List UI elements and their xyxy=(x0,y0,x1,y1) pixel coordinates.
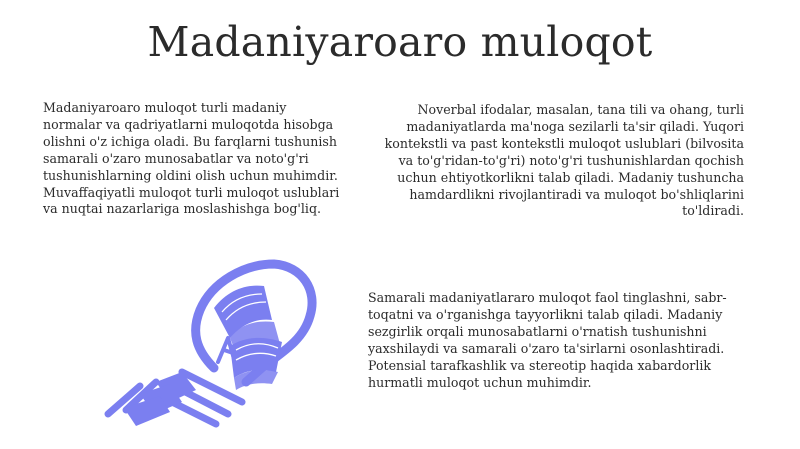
slide-title: Madaniyaroaro muloqot xyxy=(147,18,653,66)
paragraph-left: Madaniyaroaro muloqot turli madaniy normalar va qadriyatlarni muloqotda hisobga olishni o'z ichiga oladi. Bu farqlarni tushunish samarali o'zaro munosabatlar va noto'g'ri tushunishlarning oldini olish uchun muhimdir. Muvaffaqiyatli muloqot turli muloqot uslublari va nuqtai nazarlariga moslashishga bog'liq. xyxy=(43,100,340,217)
paragraph-bottom: Samarali madaniyatlararo muloqot faol tinglashni, sabr-toqatni va o'rganishga tayyorlikni talab qiladi. Madaniy sezgirlik orqali munosabatlarni o'rnatish tushunishni yaxshilaydi va samarali o'zaro ta'sirlarni osonlashtiradi. Potensial tarafkashlik va stereotip haqida xabardorlik hurmatli muloqot uchun muhimdir. xyxy=(368,290,727,390)
paragraph-right: Noverbal ifodalar, masalan, tana tili va ohang, turli madaniyatlarda ma'noga sezilarli ta'sir qiladi. Yuqori kontekstli va past kontekstli muloqot uslublari (bilvosita va to'g'ridan-to'g'ri) noto'g'ri tushunishlardan qochish uchun ehtiyotkorlikni talab qiladi. Madaniy tushuncha hamdardlikni rivojlantiradi va muloqot bo'shliqlarini to'ldiradi. xyxy=(384,102,744,219)
lightbulb-book-icon xyxy=(96,250,326,430)
